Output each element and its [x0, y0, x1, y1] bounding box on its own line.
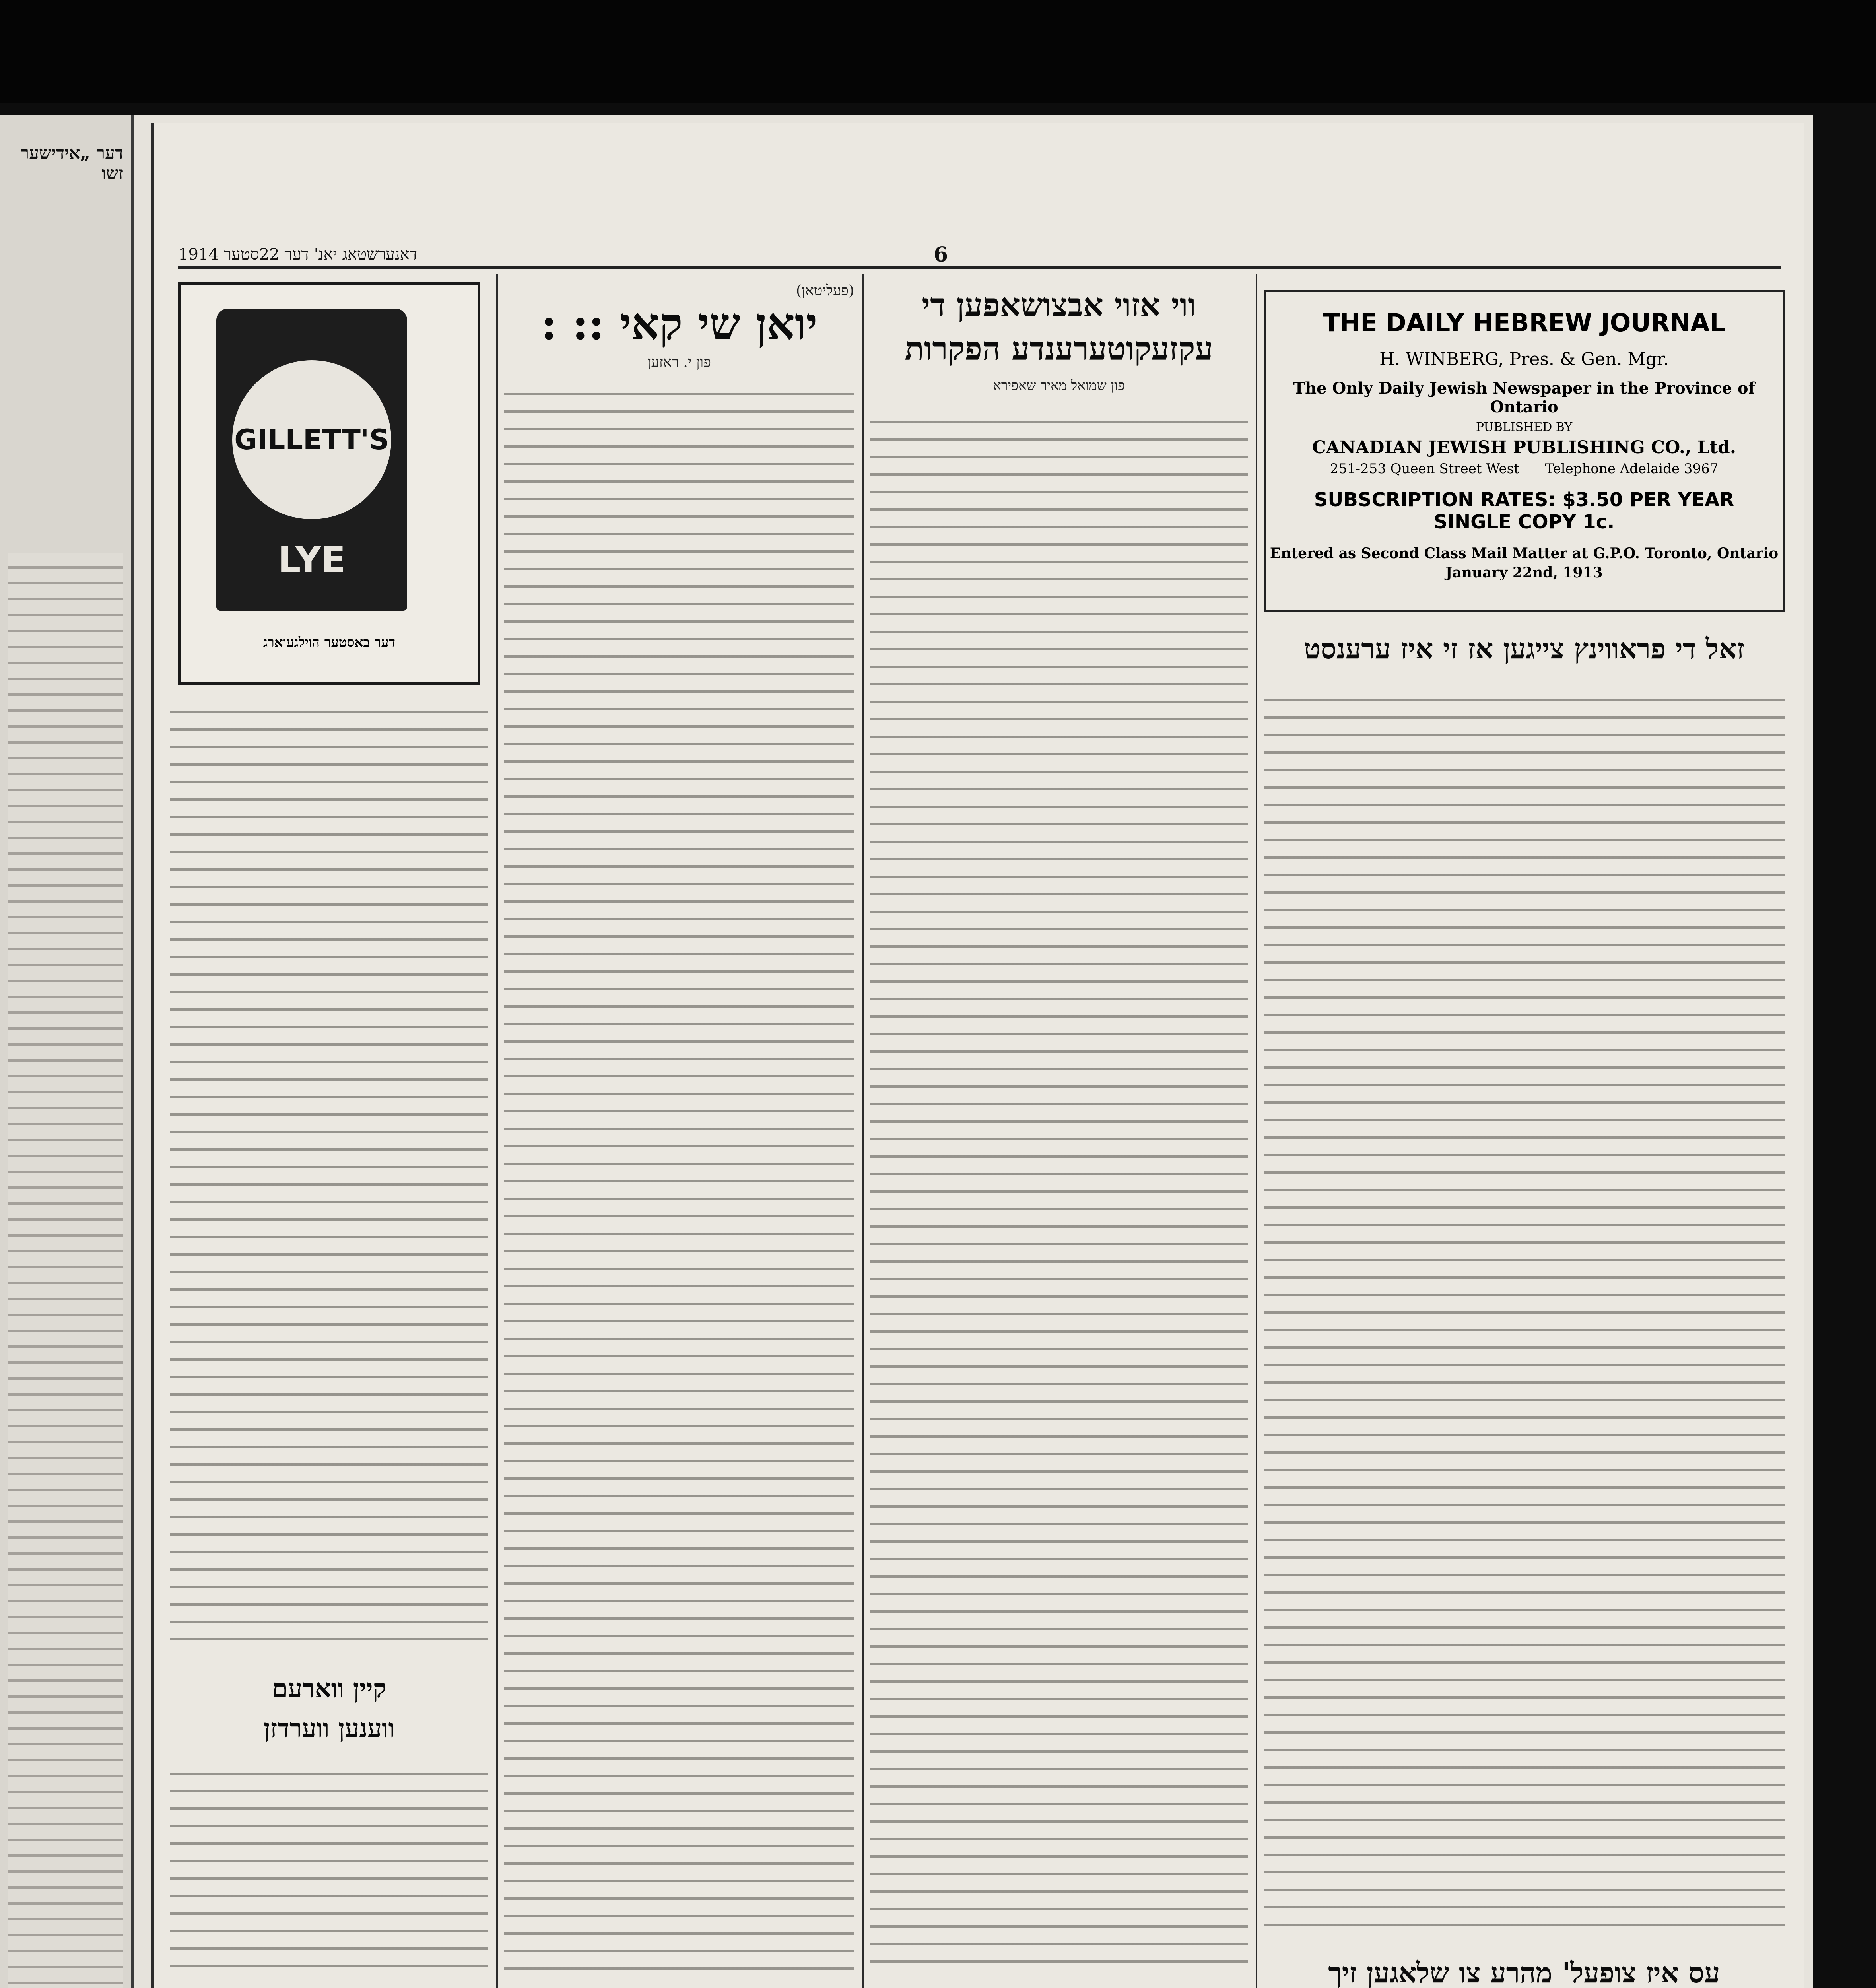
- abolish-subheadline: עקזעקוטערענדע הפקרות: [905, 330, 1213, 367]
- article-text: [1264, 684, 1785, 1936]
- article-text: [170, 696, 488, 1650]
- ontario-jews-headline: עס איז צופעל' מהרע צו שלאגען זיך: [1328, 1956, 1720, 1988]
- masthead-telephone: Telephone Adelaide 3967: [1545, 461, 1719, 477]
- no-worms-headline: קיין ווארעם: [272, 1674, 386, 1704]
- masthead-address: [1266, 461, 1783, 477]
- article-text: [504, 378, 854, 1976]
- previous-page-title: דער „אידישער זשו: [20, 143, 123, 184]
- masthead-title: THE DAILY HEBREW JOURNAL: [1323, 308, 1725, 337]
- gillett-product: LYE: [278, 539, 346, 581]
- column-rule: [1256, 274, 1257, 1988]
- women-vote-headline: זאל די פראווינץ צייגען אז זי איז ערענסט: [1303, 632, 1745, 665]
- masthead-box: [1264, 290, 1785, 612]
- column-rule: [496, 274, 498, 1988]
- abolish-byline: פון שמואל מאיר שאפירא: [993, 378, 1125, 394]
- feuilleton-label: (פעליטאן): [796, 283, 854, 299]
- column-1: [170, 274, 488, 1988]
- column-2: [504, 274, 854, 1988]
- no-worms-headline-2: ווענען ווערדזן: [264, 1714, 395, 1743]
- page-folio: [178, 243, 1781, 269]
- previous-page-text: [8, 553, 123, 1988]
- lye-can-image: [216, 309, 407, 611]
- yuan-shi-kai-byline: פון י. ראזען: [647, 354, 711, 371]
- masthead-entered-date: January 22nd, 1913: [1445, 564, 1603, 581]
- film-top-border: [0, 0, 1876, 103]
- masthead-company: CANADIAN JEWISH PUBLISHING CO., Ltd.: [1312, 437, 1736, 458]
- gillett-brand: GILLETT'S: [232, 360, 391, 519]
- column-rule: [862, 274, 864, 1988]
- column-4: [1264, 274, 1785, 1988]
- abolish-headline: ווי אזוי אבצושאפען די: [922, 286, 1196, 324]
- masthead-rates: SUBSCRIPTION RATES: $3.50 PER YEAR: [1314, 489, 1734, 511]
- article-text: [170, 1757, 488, 1976]
- previous-page-edge: [0, 115, 134, 1988]
- gillett-caption: דער באסטער הוילגעוארג: [263, 635, 395, 650]
- article-text: [870, 406, 1248, 1976]
- masthead-published-by: PUBLISHED BY: [1476, 420, 1573, 434]
- masthead-publisher: H. WINBERG, Pres. & Gen. Mgr.: [1379, 349, 1669, 369]
- masthead-street: 251-253 Queen Street West: [1330, 461, 1519, 477]
- masthead-entered: Entered as Second Class Mail Matter at G.P.O. Toronto, Ontario: [1270, 545, 1779, 562]
- gillett-lye-ad: [178, 282, 480, 685]
- folio-date: דאנערשטאג יאנ' דער 22סטער 1914: [178, 245, 418, 264]
- masthead-tagline: The Only Daily Jewish Newspaper in the Province of Ontario: [1293, 379, 1755, 416]
- newspaper-page: [151, 123, 1804, 1988]
- yuan-shi-kai-headline: יואן שי קאי :: :: [541, 298, 818, 349]
- column-3: [870, 274, 1248, 1988]
- masthead-single-copy: SINGLE COPY 1c.: [1433, 511, 1615, 533]
- folio-page-number: 6: [934, 243, 948, 267]
